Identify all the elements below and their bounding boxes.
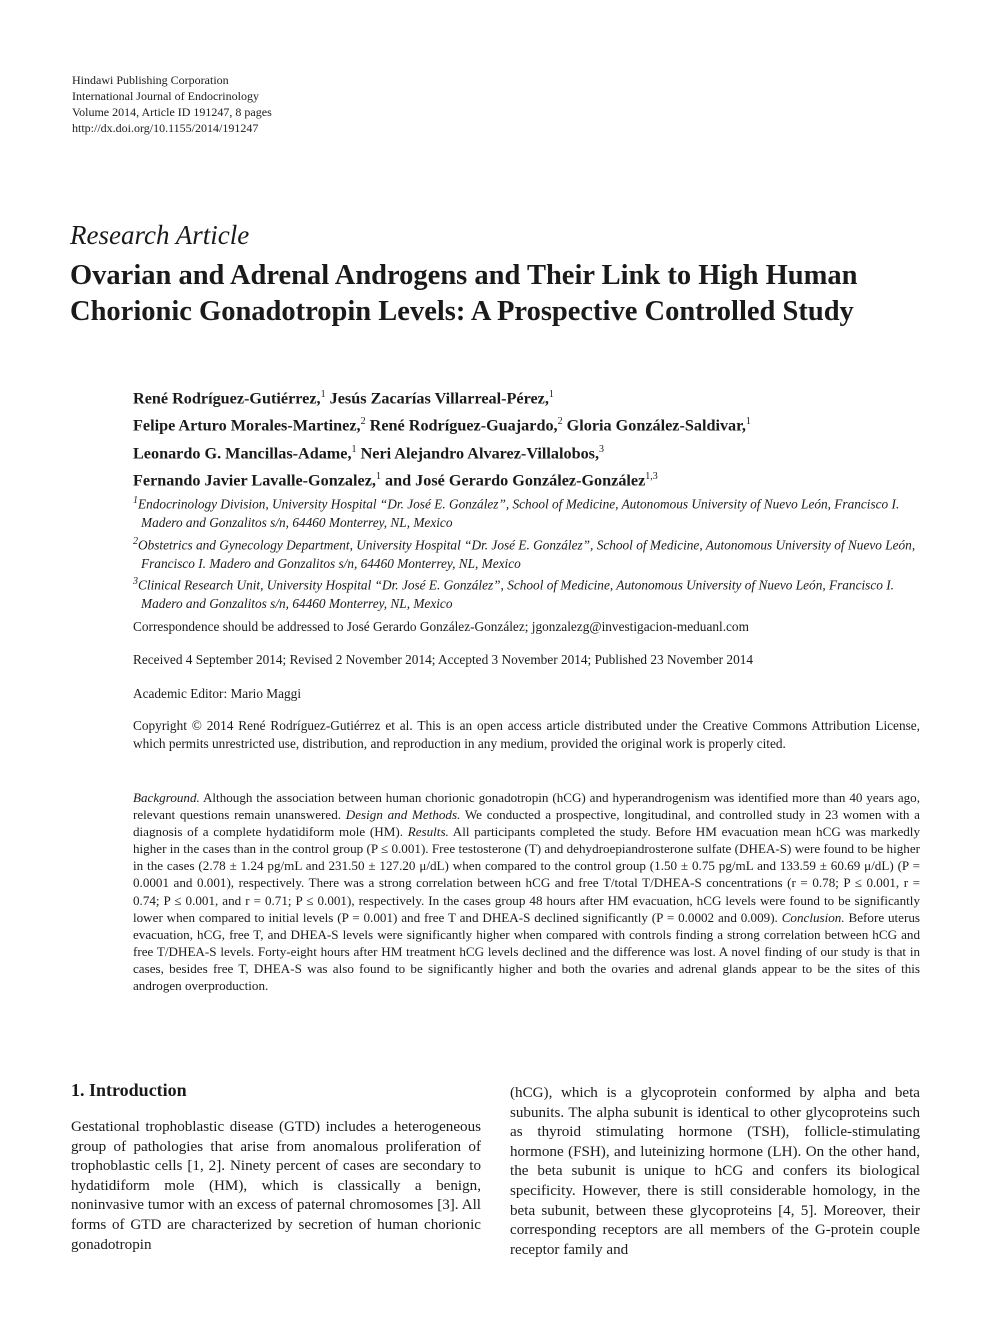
affiliation xyxy=(133,492,933,533)
author-line xyxy=(133,383,933,410)
correspondence: Correspondence should be addressed to José Gerardo González-González; jgonzalezg@investigacion-meduanl.com xyxy=(133,619,749,634)
author-affiliation-mark: 3 xyxy=(599,443,605,455)
author-name: René Rodríguez-Guajardo, xyxy=(365,416,558,435)
affiliation-text: Obstetrics and Gynecology Department, University Hospital “Dr. José E. González”, School of Medicine, Autonomous University of Nuevo León, Francisco I. Madero and Gonzalitos s/n, 64460 Monterrey, NL, Mexico xyxy=(138,537,916,571)
affiliation-mark: 1 xyxy=(133,495,138,506)
intro-column-right: (hCG), which is a glycoprotein conformed by alpha and beta subunits. The alpha subunit is identical to other glycoproteins such as thyroid stimulating hormone (TSH), follicle-stimulating hormone (FSH), and luteinizing hormone (LH). On the other hand, the beta subunit is unique to hCG and confers its biological specificity. However, there is still considerable homology, in the beta subunit, between these glycoproteins [4, 5]. Moreover, their corresponding receptors are all members of the G-protein couple receptor family and xyxy=(510,1085,920,1258)
author-affiliation-mark: 1 xyxy=(320,389,326,400)
article-dates: Received 4 September 2014; Revised 2 November 2014; Accepted 3 November 2014; Published 23 November 2014 xyxy=(133,652,754,667)
affiliation-mark: 3 xyxy=(133,576,138,588)
author-line xyxy=(133,410,933,437)
article-title: Ovarian and Adrenal Androgens and Their Link to High Human Chorionic Gonadotropin Levels: A Prospective Controlled Study xyxy=(70,260,858,327)
author-affiliation-mark: 1 xyxy=(745,416,751,428)
author-name: Fernando Javier Lavalle-Gonzalez, xyxy=(133,471,376,490)
copyright-notice: Copyright © 2014 René Rodríguez-Gutiérrez et al. This is an open access article distributed under the Creative Commons Attribution License, which permits unrestricted use, distribution, and reproduction in any medium, provided the original work is properly cited. xyxy=(133,718,920,751)
affiliation xyxy=(133,573,933,614)
publisher: Hindawi Publishing Corporation xyxy=(72,73,229,87)
author-affiliation-mark: 1 xyxy=(548,389,554,400)
academic-editor: Academic Editor: Mario Maggi xyxy=(133,686,302,701)
author-name: Neri Alejandro Alvarez-Villalobos, xyxy=(356,444,600,463)
abstract-text: Before uterus evacuation, hCG, free T, and DHEA-S levels were significantly higher when compared with controls finding a strong correlation between hCG and free T/DHEA-S levels. Forty-eight hours after HM treatment hCG levels declined and the difference was lost. A novel finding of our study is that in cases, besides free T, DHEA-S was also found to be significantly higher and both the ovaries and adrenal glands appear to be the sites of this androgen overproduction. xyxy=(133,909,920,994)
author-affiliation-mark: 1 xyxy=(351,443,357,455)
author-affiliation-mark: 2 xyxy=(360,416,366,428)
journal-header xyxy=(72,72,272,136)
author-line xyxy=(133,465,933,492)
article-type: Research Article xyxy=(70,220,250,250)
author-name: Jesús Zacarías Villarreal-Pérez, xyxy=(325,389,549,408)
author-name: and José Gerardo González-González xyxy=(380,471,646,490)
affiliations xyxy=(133,492,933,614)
journal-name: International Journal of Endocrinology xyxy=(72,89,259,103)
author-line xyxy=(133,438,933,465)
abstract xyxy=(133,789,920,994)
author-affiliation-mark: 1 xyxy=(375,471,381,483)
affiliation-mark: 2 xyxy=(133,535,138,547)
section-heading: 1. Introduction xyxy=(71,1080,187,1100)
author-name: Gloria González-Saldivar, xyxy=(562,416,746,435)
author-list xyxy=(133,383,933,493)
abstract-text: We conducted a prospective, longitudinal, and controlled study in 23 women with a diagnosis of a complete hydatidiform mole (HM). xyxy=(133,807,920,840)
affiliation-text: Clinical Research Unit, University Hospital “Dr. José E. González”, School of Medicine, Autonomous University of Nuevo León, Francisco I. Madero and Gonzalitos s/n, 64460 Monterrey, NL, Mexico xyxy=(138,577,894,612)
intro-column-left: Gestational trophoblastic disease (GTD) includes a heterogeneous group of pathologies that arise from anomalous proliferation of trophoblastic cells [1, 2]. Ninety percent of cases are secondary to hydatidiform mole (HM), which is classically a benign, noninvasive tumor with an excess of paternal chromosomes [3]. All forms of GTD are characterized by secretion of human chorionic gonadotropin xyxy=(71,1119,481,1253)
author-name: Leonardo G. Mancillas-Adame, xyxy=(133,444,352,463)
abstract-label: Conclusion. xyxy=(781,909,845,925)
doi-link[interactable]: http://dx.doi.org/10.1155/2014/191247 xyxy=(72,121,259,135)
abstract-text: Although the association between human chorionic gonadotropin (hCG) and hyperandrogenism was identified more than 40 years ago, relevant questions remain unanswered. xyxy=(133,790,920,823)
abstract-label: Background. xyxy=(133,790,200,805)
author-affiliation-mark: 2 xyxy=(557,416,563,428)
affiliation-text: Endocrinology Division, University Hospital “Dr. José E. González”, School of Medicine, Autonomous University of Nuevo León, Francisco I. Madero and Gonzalitos s/n, 64460 Monterrey, NL, Mexico xyxy=(138,496,900,531)
abstract-label: Results. xyxy=(407,824,449,840)
abstract-label: Design and Methods. xyxy=(345,807,461,823)
affiliation xyxy=(133,533,933,574)
author-affiliation-mark: 1,3 xyxy=(645,471,658,483)
abstract-text: All participants completed the study. Before HM evacuation mean hCG was markedly higher in the cases than in the control group (P ≤ 0.001). Free testosterone (T) and dehydroepiandrosterone sulfate (DHEA-S) were found to be higher in the cases (2.78 ± 1.24 pg/mL and 231.50 ± 127.20 μ/dL) when compared to the control group (1.50 ± 0.75 pg/mL and 133.59 ± 60.69 μ/dL) (P = 0.0001 and 0.001), respectively. There was a strong correlation between hCG and free T/total T/DHEA-S concentrations (r = 0.78; P ≤ 0.001, r = 0.74; P ≤ 0.001, and r = 0.71; P ≤ 0.001), respectively. In the cases group 48 hours after HM evacuation, hCG levels were found to be significantly lower when compared to initial levels (P = 0.001) and free T and DHEA-S declined significantly (P = 0.0002 and 0.009). xyxy=(133,824,920,925)
author-name: René Rodríguez-Gutiérrez, xyxy=(133,389,321,408)
volume-info: Volume 2014, Article ID 191247, 8 pages xyxy=(72,105,272,119)
author-name: Felipe Arturo Morales-Martinez, xyxy=(133,416,361,435)
